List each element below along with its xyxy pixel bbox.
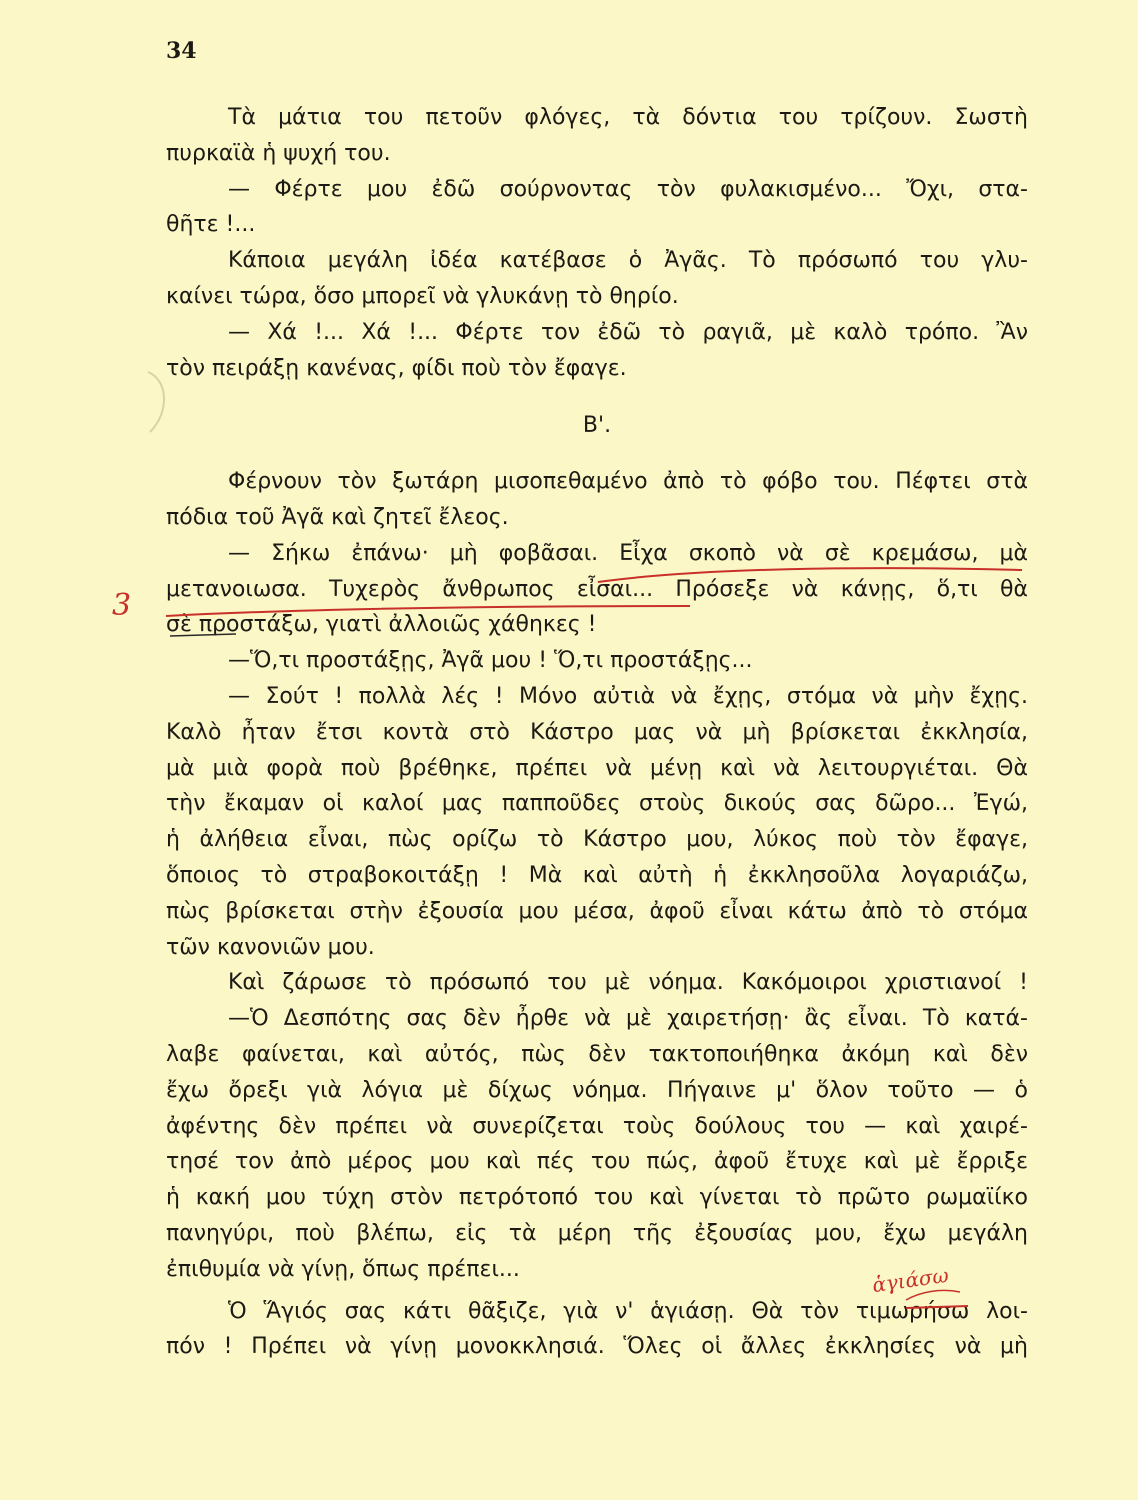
text-line: Κάποια μεγάλη ἰδέα κατέβασε ὁ Ἀγᾶς. Τὸ πρόσωπό του γλυ- [228,248,1028,274]
text-line: τὴν ἔκαμαν οἱ καλοί μας παπποῦδες στοὺς δικούς σας δῶρο... Ἐγώ, [166,791,1028,817]
text-line: ἡ ἀλήθεια εἶναι, πὼς ορίζω τὸ Κάστρο μου, λύκος ποὺ τὸν ἔφαγε, [166,827,1028,853]
text-line: Τὰ μάτια του πετοῦν φλόγες, τὰ δόντια του τρίζουν. Σωστὴ [228,105,1028,130]
text-line: ἀφέντης δὲν πρέπει νὰ συνερίζεται τοὺς δούλους του — καὶ χαιρέ- [166,1113,1028,1139]
text-line: Ὁ Ἅγιός σας κάτι θᾶξιζε, γιὰ ν' ἁγιάσῃ. Θὰ τὸν τιμωρήσω λοι- [228,1298,1028,1324]
text-line: Φέρνουν τὸν ξωτάρη μισοπεθαμένο ἀπὸ τὸ φόβο του. Πέφτει στὰ [228,469,1028,495]
text-line: — Σήκω ἐπάνω· μὴ φοβᾶσαι. Εἶχα σκοπὸ νὰ σὲ κρεμάσω, μὰ [228,540,1028,566]
text-line: ἔχω ὄρεξι γιὰ λόγια μὲ δίχως νόημα. Πήγαινε μ' ὅλον τοῦτο — ὁ [166,1077,1028,1103]
text-line: πὼς βρίσκεται στὴν ἐξουσία μου μέσα, ἀφοῦ εἶναι κάτω ἀπὸ τὸ στόμα [166,898,1028,924]
text-line: καίνει τώρα, ὅσο μπορεῖ νὰ γλυκάνῃ τὸ θηρίο. [166,283,679,309]
text-line: — Σούτ ! πολλὰ λές ! Μόνο αὐτιὰ νὰ ἔχῃς, στόμα νὰ μὴν ἔχῃς. [228,683,1028,709]
text-line: ὅποιος τὸ στραβοκοιτάξῃ ! Μὰ καὶ αὐτὴ ἡ ἐκκλησοῦλα λογαριάζω, [166,862,1028,888]
section-heading: Β'. [582,413,612,439]
text-line: πόδια τοῦ Ἀγᾶ καὶ ζητεῖ ἔλεος. [166,504,509,530]
margin-annotation-number: 3 [112,588,132,623]
text-line: μετανοιωσα. Τυχερὸς ἄνθρωπος εἶσαι... Πρόσεξε νὰ κάνῃς, ὅ,τι θὰ [166,576,1028,602]
text-line: τὸν πειράξῃ κανένας, φίδι ποὺ τὸν ἔφαγε. [166,355,627,381]
handwritten-correction: ἁγιάσω [870,1262,951,1298]
faint-bracket-mark [148,372,164,432]
text-line: λαβε φαίνεται, καὶ αὐτός, πὼς δὲν τακτοποιήθηκα ἀκόμη καὶ δὲν [166,1041,1028,1067]
text-line: πανηγύρι, ποὺ βλέπω, εἰς τὰ μέρη τῆς ἐξουσίας μου, ἔχω μεγάλη [166,1220,1028,1246]
text-line: Καὶ ζάρωσε τὸ πρόσωπό του μὲ νόημα. Κακόμοιροι χριστιανοί ! [228,970,1028,996]
text-line: —Ὅ,τι προστάξῃς, Ἀγᾶ μου ! Ὅ,τι προστάξῃς... [228,648,753,674]
text-line: ἡ κακή μου τύχη στὸν πετρότοπό του καὶ γίνεται τὸ πρῶτο ρωμαϊίκο [166,1185,1028,1211]
text-line: Καλὸ ἦταν ἔτσι κοντὰ στὸ Κάστρο μας νὰ μὴ βρίσκεται ἐκκλησία, [166,719,1028,745]
text-line: τησέ τον ἀπὸ μέρος μου καὶ πές του πώς, ἀφοῦ ἔτυχε καὶ μὲ ἔρριξε [166,1149,1028,1175]
text-line: πυρκαϊὰ ἡ ψυχή του. [166,140,391,166]
text-line: μὰ μιὰ φορὰ ποὺ βρέθηκε, πρέπει νὰ μένῃ καὶ νὰ λειτουργιέται. Θὰ [166,755,1028,781]
text-line: — Φέρτε μου ἐδῶ σούρνοντας τὸν φυλακισμένο... Ὄχι, στα- [228,176,1028,202]
text-line: — Χά !... Χά !... Φέρτε τον ἐδῶ τὸ ραγιᾶ, μὲ καλὸ τρόπο. Ἂν [228,319,1028,345]
body-text [166,100,1028,1365]
text-line: σὲ προστάξω, γιατὶ ἀλλοιῶς χάθηκες ! [166,612,597,638]
page-number: 34 [166,38,197,64]
text-line: ἐπιθυμία νὰ γίνῃ, ὅπως πρέπει... [166,1256,520,1282]
text-line: τῶν κανονιῶν μου. [166,934,375,960]
text-line: —Ὁ Δεσπότης σας δὲν ἦρθε νὰ μὲ χαιρετήσῃ· ἂς εἶναι. Τὸ κατά- [228,1006,1028,1032]
text-line: θῆτε !... [166,212,256,238]
text-line: πόν ! Πρέπει νὰ γίνῃ μονοκκλησιά. Ὅλες οἱ ἄλλες ἐκκλησίες νὰ μὴ [166,1334,1028,1360]
